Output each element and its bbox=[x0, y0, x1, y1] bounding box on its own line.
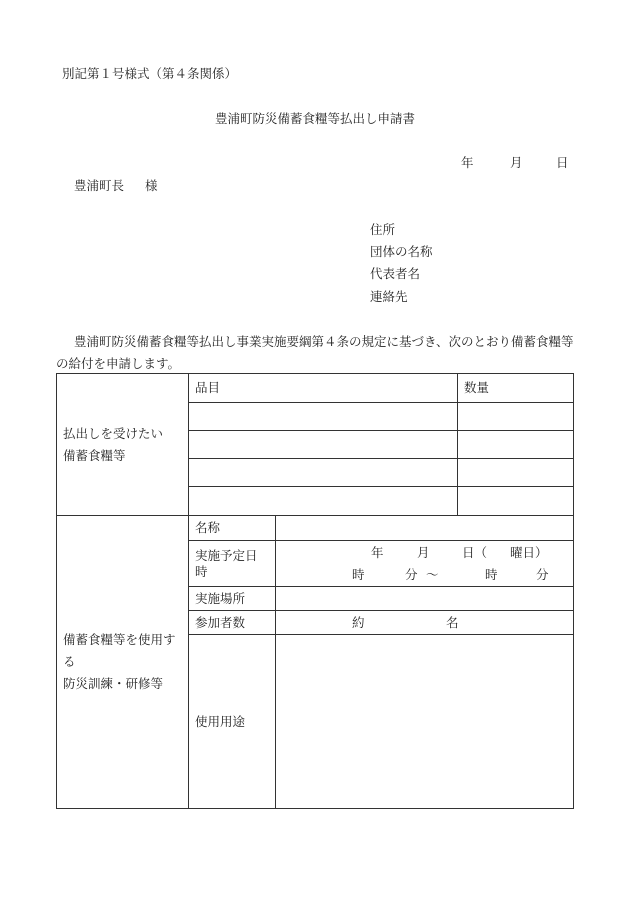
participants-unit: 名 bbox=[446, 614, 459, 630]
event-participants-cell[interactable] bbox=[276, 611, 574, 635]
quantity-cell[interactable] bbox=[458, 487, 574, 516]
addressee-honorific: 様 bbox=[145, 178, 158, 193]
event-participants-label: 参加者数 bbox=[189, 611, 276, 635]
applicant-address-label: 住所 bbox=[370, 222, 396, 237]
items-label-line2: 備蓄食糧等 bbox=[63, 447, 126, 463]
event-section-label bbox=[57, 516, 189, 809]
event-place-label: 実施場所 bbox=[189, 587, 276, 611]
form-id: 別記第１号様式（第４条関係） bbox=[62, 66, 238, 81]
applicant-group-label: 団体の名称 bbox=[370, 244, 433, 259]
dt-minute-start: 分 bbox=[405, 566, 418, 582]
event-name-label: 名称 bbox=[189, 516, 276, 541]
item-cell[interactable] bbox=[189, 487, 458, 516]
addressee-name: 豊浦町長 bbox=[74, 178, 125, 193]
items-label-line1: 払出しを受けたい bbox=[63, 425, 164, 441]
item-column-header: 品目 bbox=[189, 374, 458, 403]
quantity-cell[interactable] bbox=[458, 403, 574, 431]
event-datetime-cell[interactable] bbox=[276, 541, 574, 587]
event-label-line2: 防災訓練・研修等 bbox=[63, 676, 164, 691]
participants-approx: 約 bbox=[352, 614, 365, 630]
quantity-column-header: 数量 bbox=[458, 374, 574, 403]
event-purpose-label: 使用用途 bbox=[189, 635, 276, 809]
dt-day: 日（ bbox=[462, 544, 488, 560]
dt-month: 月 bbox=[417, 544, 430, 560]
dt-tilde: ～ bbox=[426, 566, 439, 582]
date-day-label: 日 bbox=[556, 155, 569, 170]
dt-weekday: 曜日） bbox=[510, 544, 548, 560]
dt-year: 年 bbox=[371, 544, 384, 560]
item-cell[interactable] bbox=[189, 431, 458, 459]
event-name-cell[interactable] bbox=[276, 516, 574, 541]
event-datetime-label: 実施予定日時 bbox=[189, 541, 276, 587]
document-title: 豊浦町防災備蓄食糧等払出し申請書 bbox=[214, 111, 415, 126]
application-form-table bbox=[56, 373, 574, 809]
quantity-cell[interactable] bbox=[458, 431, 574, 459]
dt-hour-end: 時 bbox=[485, 566, 498, 582]
event-label-line1: 備蓄食糧等を使用する bbox=[63, 632, 176, 669]
event-place-cell[interactable] bbox=[276, 587, 574, 611]
items-section-label bbox=[57, 374, 189, 516]
applicant-contact-label: 連絡先 bbox=[370, 289, 408, 304]
date-month-label: 月 bbox=[510, 155, 523, 170]
quantity-cell[interactable] bbox=[458, 459, 574, 487]
item-cell[interactable] bbox=[189, 403, 458, 431]
applicant-representative-label: 代表者名 bbox=[370, 266, 421, 281]
dt-hour-start: 時 bbox=[352, 566, 365, 582]
item-cell[interactable] bbox=[189, 459, 458, 487]
dt-minute-end: 分 bbox=[536, 566, 549, 582]
date-year-label: 年 bbox=[461, 155, 474, 170]
application-statement: 豊浦町防災備蓄食糧等払出し事業実施要綱第４条の規定に基づき、次のとおり備蓄食糧等の給付を申請します。 bbox=[56, 334, 574, 371]
event-purpose-cell[interactable] bbox=[276, 635, 574, 809]
